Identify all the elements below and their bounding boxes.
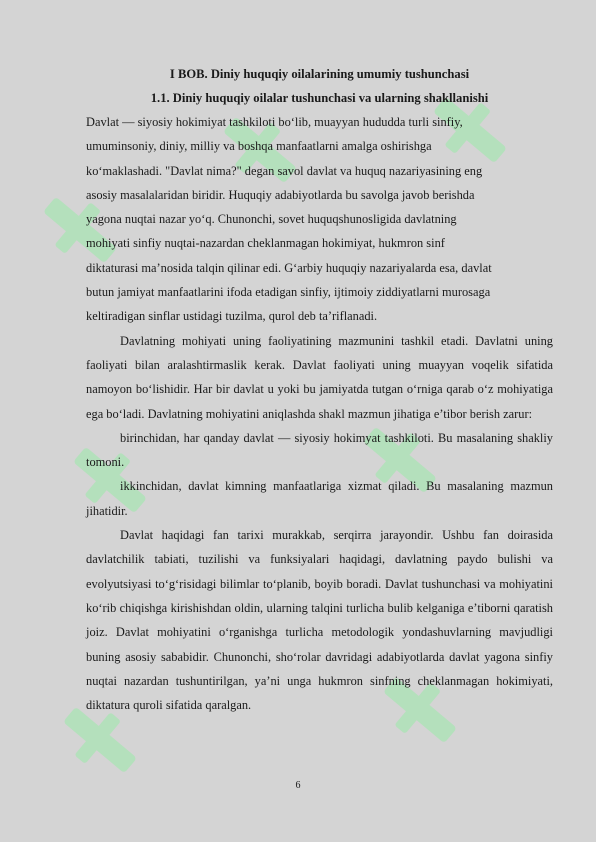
paragraph-line: yagona nuqtai nazar yo‘q. Chunonchi, sovet huquqshunosligida davlatning: [86, 212, 457, 227]
paragraph-line: keltiradigan sinflar ustidagi tuzilma, qurol deb ta’riflanadi.: [86, 309, 378, 324]
document-body: [86, 62, 553, 717]
paragraph-line: ko‘maklashadi. "Davlat nima?" degan savol davlat va huquq nazariyasining eng: [86, 163, 483, 178]
paragraph-line: butun jamiyat manfaatlarini ifoda etadigan sinfiy, ijtimoiy ziddiyatlarni murosaga: [86, 285, 491, 300]
paragraph-second-point: ikkinchidan, davlat kimning manfaatlariga xizmat qiladi. Bu masalaning mazmun jihatidir.: [86, 479, 553, 518]
paragraph-line: umuminsoniy, diniy, milliy va boshqa manfaatlarni amalga oshirishga: [86, 139, 432, 154]
paragraph-line: mohiyati sinfiy nuqtai-nazardan cheklanmagan hokimiyat, hukmron sinf: [86, 236, 445, 251]
paragraph-history: Davlat haqidagi fan tarixi murakkab, serqirra jarayondir. Ushbu fan doirasida davlatchilik tabiati, tuzilishi va funksiyalari haqidagi, davlatning paydo bulishi va evolyutsiyasi to‘g‘risidagi bilimlar to‘planib, boyib boradi. Davlat tushunchasi va mohiyatini ko‘rib chiqishga kirishishdan oldin, ularning talqini turlicha bulib kelganiga e’tiborni qaratish joiz. Davlat mohiyatini o‘rganishga turlicha metodologik yondashuvlarning mavjudligi buning asosiy sababidir. Chunonchi, sho‘rolar davridagi adabiyotlarda davlat yagona sinfiy nuqtai nazardan tushuntirilgan, ya’ni unga hukmron sinfning cheklanmagan hokimiyati, diktatura quroli sifatida qaralgan.: [86, 528, 553, 713]
section-title: 1.1. Diniy huquqiy oilalar tushunchasi va ularning shakllanishi: [150, 91, 489, 105]
paragraph-line: diktaturasi ma’nosida talqin qilinar edi. G‘arbiy huquqiy nazariyalarda esa, davlat: [86, 260, 492, 275]
paragraph-line: asosiy masalalaridan biridir. Huquqiy adabiyotlarda bu savolga javob berishda: [86, 187, 475, 202]
paragraph-line: Davlat — siyosiy hokimiyat tashkiloti bo‘lib, muayyan hududda turli sinfiy,: [86, 115, 463, 129]
paragraph-first-point: birinchidan, har qanday davlat — siyosiy hokimyat tashkiloti. Bu masalaning shakliy tomoni.: [86, 430, 553, 470]
chapter-title: I BOB. Diniy huquqiy oilalarining umumiy tushunchasi: [169, 67, 470, 81]
page-number: 6: [295, 780, 301, 791]
paragraph-essence: Davlatning mohiyati uning faoliyatining mazmunini tashkil etadi. Davlatni uning faoliyati bilan aralashtirmaslik kerak. Davlat faoliyati uning muayyan voqelik sifatida namoyon bo‘lishidir. Har bir davlat u yoki bu jamiyatda tutgan o‘rniga qarab o‘z mohiyatiga ega bo‘ladi. Davlatning mohiyatini aniqlashda shakl mazmun jihatiga e’tibor berish zarur:: [86, 333, 553, 421]
paragraph-intro: [86, 110, 553, 329]
